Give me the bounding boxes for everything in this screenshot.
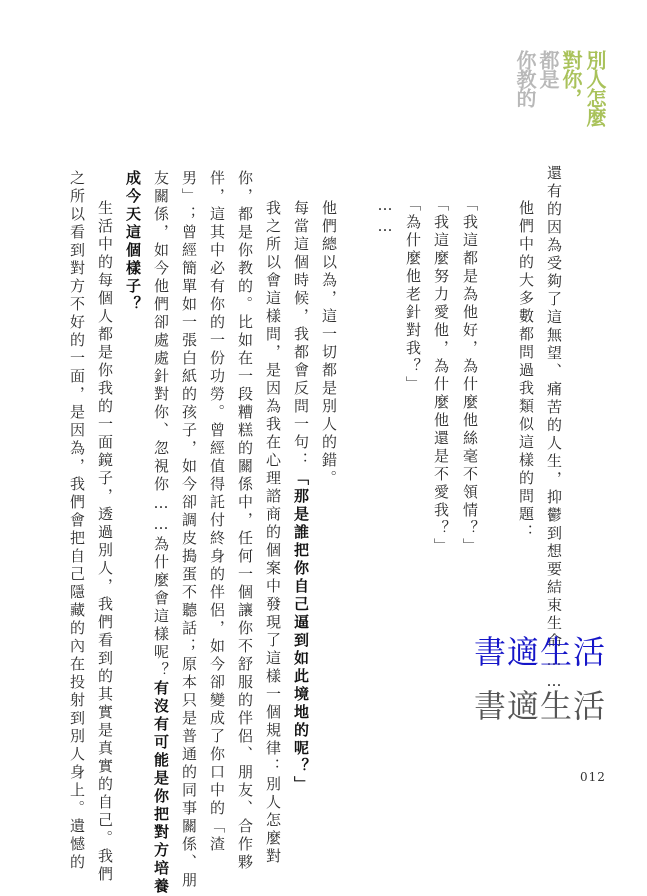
emphasis-question-end: 成今天這個樣子？ (124, 170, 142, 314)
emphasis-quote: 「那是誰把你自己逼到如此境地的呢？」 (292, 470, 310, 794)
body-column: 你，都是你教的。比如在一段糟糕的關係中，任何一個讓你不舒服的伴侶、朋友、合作夥 (236, 170, 254, 872)
body-column: 男」；曾經簡單如一張白紙的孩子，如今卻調皮搗蛋不聽話；原本只是普通的同事關係、朋 (180, 170, 198, 890)
body-column (153, 170, 168, 896)
body-column: 伴，這其中必有你的一份功勞。曾經值得託付終身的伴侶，如今卻變成了你口中的「渣 (208, 170, 226, 854)
quote-column: 「為什麼他老針對我？」 (404, 196, 422, 394)
body-column: 他們總以為，這一切都是別人的錯。 (320, 200, 338, 488)
body-column (293, 200, 308, 794)
body-text: 每當這個時候，我都會反問一句： (292, 200, 310, 470)
body-column: 生活中的每個人都是你我的一面鏡子，透過別人，我們看到的其實是真實的自己。我們 (96, 200, 114, 884)
watermark-blue: 書適生活 (474, 633, 607, 671)
chapter-title-line3: 都是 (536, 50, 560, 88)
watermark-gray: 書適生活 (474, 687, 607, 725)
body-column: 他們中的大多數都問過我類似這樣的問題： (517, 200, 535, 542)
body-column: 之所以看到對方不好的一面，是因為，我們會把自己隱藏的內在投射到別人身上。遺憾的 (68, 170, 86, 872)
chapter-title-line2: 對你， (559, 50, 583, 107)
body-column: 我之所以會這樣問，是因為我在心理諮商的個案中發現了這樣一個規律：別人怎麼對 (264, 200, 282, 866)
emphasis-question: 有沒有可能是你把對方培養 (152, 680, 170, 896)
chapter-title-line1: 別人怎麼 (583, 50, 607, 126)
body-column: 還有的因為受夠了這無望、痛苦的人生，抑鬱到想要結束生命…… (545, 165, 563, 693)
quote-column: 「我這麼努力愛他，為什麼他還是不愛我？」 (432, 196, 450, 556)
ellipsis: …… (376, 196, 394, 238)
quote-column: 「我這都是為他好，為什麼他絲毫不領情？」 (461, 196, 479, 556)
chapter-title-line4: 你教的 (513, 50, 537, 107)
body-text: 友關係，如今他們卻處處針對你、忽視你……為什麼會這樣呢？ (152, 170, 170, 680)
page-number: 012 (580, 770, 606, 784)
